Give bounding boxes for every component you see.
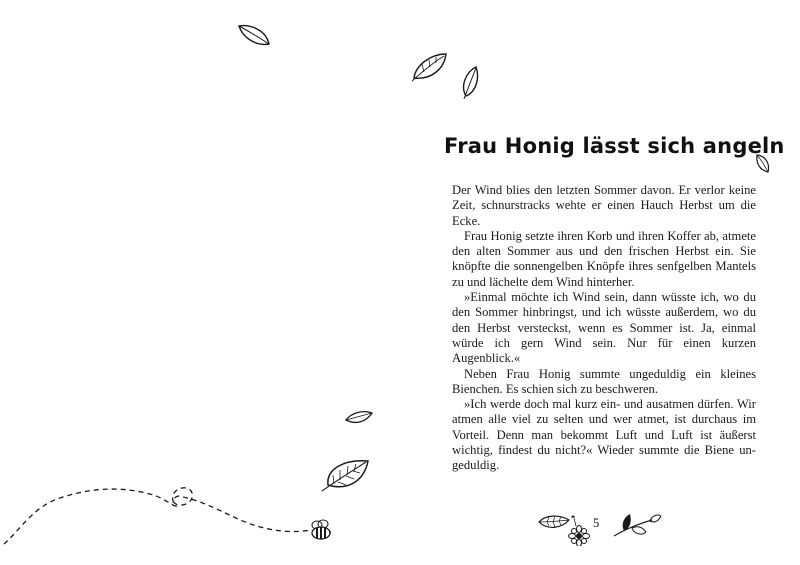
chapter-body [452, 183, 756, 474]
paragraph: Frau Honig setzte ihren Korb und ihren Koffer ab, atmete den alten Sommer aus und den frischen Herbst ein. Sie knöpfte die sonnengelben Knöpfe ihres senfgelben Mantels zu und lächelte dem Wind hinterher. [452, 228, 756, 289]
leaf-sprig-icon [612, 512, 662, 540]
paragraph: Neben Frau Honig summte ungeduldig ein kleines Bienchen. Es schien sich zu beschweren. [452, 366, 756, 396]
paragraph: »Einmal möchte ich Wind sein, dann wüsste ich, wo du den Sommer hinbringst, und ich wüsste außerdem, wo du den Herbst versteckst, wenn es Sommer ist. Ja, einmal würde ich gern Wind sein. Nur für einen kurzen Augenblick.« [452, 290, 756, 366]
dashed-flight-path [0, 478, 320, 548]
chapter-title: Frau Honig lässt sich angeln [444, 134, 785, 158]
bee-icon [309, 519, 335, 541]
leaf-icon [320, 455, 372, 495]
leaf-icon [754, 152, 772, 174]
page-number: 5 [593, 516, 600, 530]
leaf-icon [344, 408, 374, 428]
leaf-icon [236, 22, 272, 50]
paragraph: Der Wind blies den letzten Sommer davon. Er verlor keine Zeit, schnurstracks wehte er einen Hauch Herbst um die Ecke. [452, 183, 756, 228]
paragraph: »Ich werde doch mal kurz ein- und ausatmen dürfen. Wir atmen alle viel zu selten und wer atmet, ist durchaus im Vorteil. Denn man bekommt Luft und Luft ist äußerst wichtig, findest du nicht?« Wieder summte die Biene ungeduldig. [452, 397, 756, 473]
flower-icon [566, 514, 590, 546]
